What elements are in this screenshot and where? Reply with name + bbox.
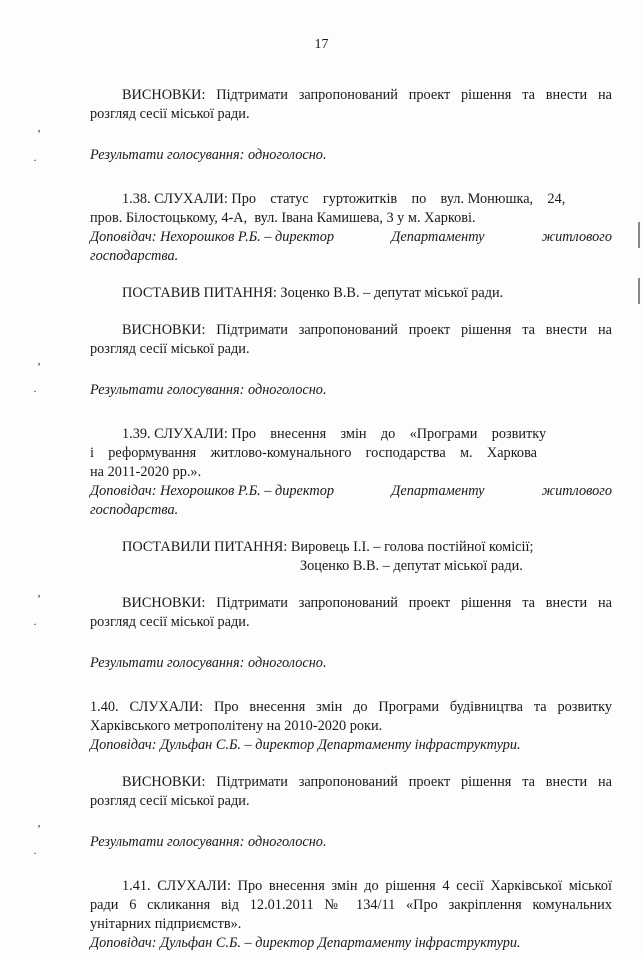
page-number: 17	[314, 37, 329, 52]
scan-mark: ʼ	[37, 127, 41, 141]
item-1-39-reporter-line-2: господарства.	[90, 502, 179, 518]
scan-mark: ʼ	[37, 822, 41, 836]
scan-mark: ·	[33, 846, 37, 860]
scan-mark: ·	[33, 617, 37, 631]
item-1-40-line-1: 1.40. СЛУХАЛИ: Про внесення змін до Програми будівництва та розвитку	[90, 699, 612, 715]
item-1-38-line-1: 1.38. СЛУХАЛИ: Про статус гуртожитків по вул. Монюшка, 24,	[122, 191, 566, 207]
reporter-name: Доповідач: Нехорошков Р.Б. – директор	[90, 483, 335, 499]
item-1-41-line-3: унітарних підприємств».	[90, 916, 242, 932]
item-1-39-question-raised-line-1: ПОСТАВИЛИ ПИТАННЯ: Вировець І.І. – голова постійної комісії;	[122, 539, 534, 555]
scan-edge-mark	[638, 222, 640, 248]
conclusion-2-line-1: ВИСНОВКИ: Підтримати запропонований проект рішення та внести на	[122, 322, 612, 338]
item-1-41-reporter: Доповідач: Дульфан С.Б. – директор Департаменту інфраструктури.	[90, 935, 521, 951]
conclusion-1-line-1: ВИСНОВКИ: Підтримати запропонований проект рішення та внести на	[122, 87, 612, 103]
conclusion-4-line-2: розгляд сесії міської ради.	[90, 793, 250, 809]
reporter-dept: Департаменту	[391, 483, 485, 499]
reporter-dept-type: житлового	[541, 483, 612, 499]
conclusion-2-line-2: розгляд сесії міської ради.	[90, 341, 250, 357]
scan-mark: ·	[33, 153, 37, 167]
conclusion-4-line-1: ВИСНОВКИ: Підтримати запропонований проект рішення та внести на	[122, 774, 612, 790]
scan-mark: ·	[33, 384, 37, 398]
item-1-38-reporter-line-2: господарства.	[90, 248, 179, 264]
scan-mark: ʼ	[37, 360, 41, 374]
scan-edge-mark	[638, 278, 640, 304]
item-1-39-reporter	[90, 482, 612, 501]
conclusion-3-line-2: розгляд сесії міської ради.	[90, 614, 250, 630]
item-1-39-line-2: і реформування житлово-комунального господарства м. Харкова	[90, 445, 537, 461]
reporter-dept: Департаменту	[391, 229, 485, 245]
item-1-39-question-raised-line-2: Зоценко В.В. – депутат міської ради.	[300, 558, 523, 574]
vote-result-3: Результати голосування: одноголосно.	[90, 655, 327, 671]
vote-result-1: Результати голосування: одноголосно.	[90, 147, 327, 163]
item-1-40-reporter: Доповідач: Дульфан С.Б. – директор Департаменту інфраструктури.	[90, 737, 521, 753]
scan-mark: ʼ	[37, 592, 41, 606]
item-1-38-question-raised: ПОСТАВИВ ПИТАННЯ: Зоценко В.В. – депутат міської ради.	[122, 285, 504, 301]
item-1-39-line-1: 1.39. СЛУХАЛИ: Про внесення змін до «Програми розвитку	[122, 426, 547, 442]
item-1-39-line-3: на 2011-2020 рр.».	[90, 464, 202, 480]
reporter-name: Доповідач: Нехорошков Р.Б. – директор	[90, 229, 335, 245]
item-1-41-line-1: 1.41. СЛУХАЛИ: Про внесення змін до рішення 4 сесії Харківської міської	[122, 878, 612, 894]
item-1-40-line-2: Харківського метрополітену на 2010-2020 роки.	[90, 718, 383, 734]
item-1-41-line-2: ради 6 скликання від 12.01.2011 № 134/11 «Про закріплення комунальних	[90, 897, 612, 913]
vote-result-2: Результати голосування: одноголосно.	[90, 382, 327, 398]
item-1-38-line-2: пров. Білостоцькому, 4-А, вул. Івана Камишева, 3 у м. Харкові.	[90, 210, 476, 226]
page-content	[90, 86, 612, 953]
reporter-dept-type: житлового	[541, 229, 612, 245]
vote-result-4: Результати голосування: одноголосно.	[90, 834, 327, 850]
item-1-38-reporter	[90, 228, 612, 247]
conclusion-1-line-2: розгляд сесії міської ради.	[90, 106, 250, 122]
conclusion-3-line-1: ВИСНОВКИ: Підтримати запропонований проект рішення та внести на	[122, 595, 612, 611]
